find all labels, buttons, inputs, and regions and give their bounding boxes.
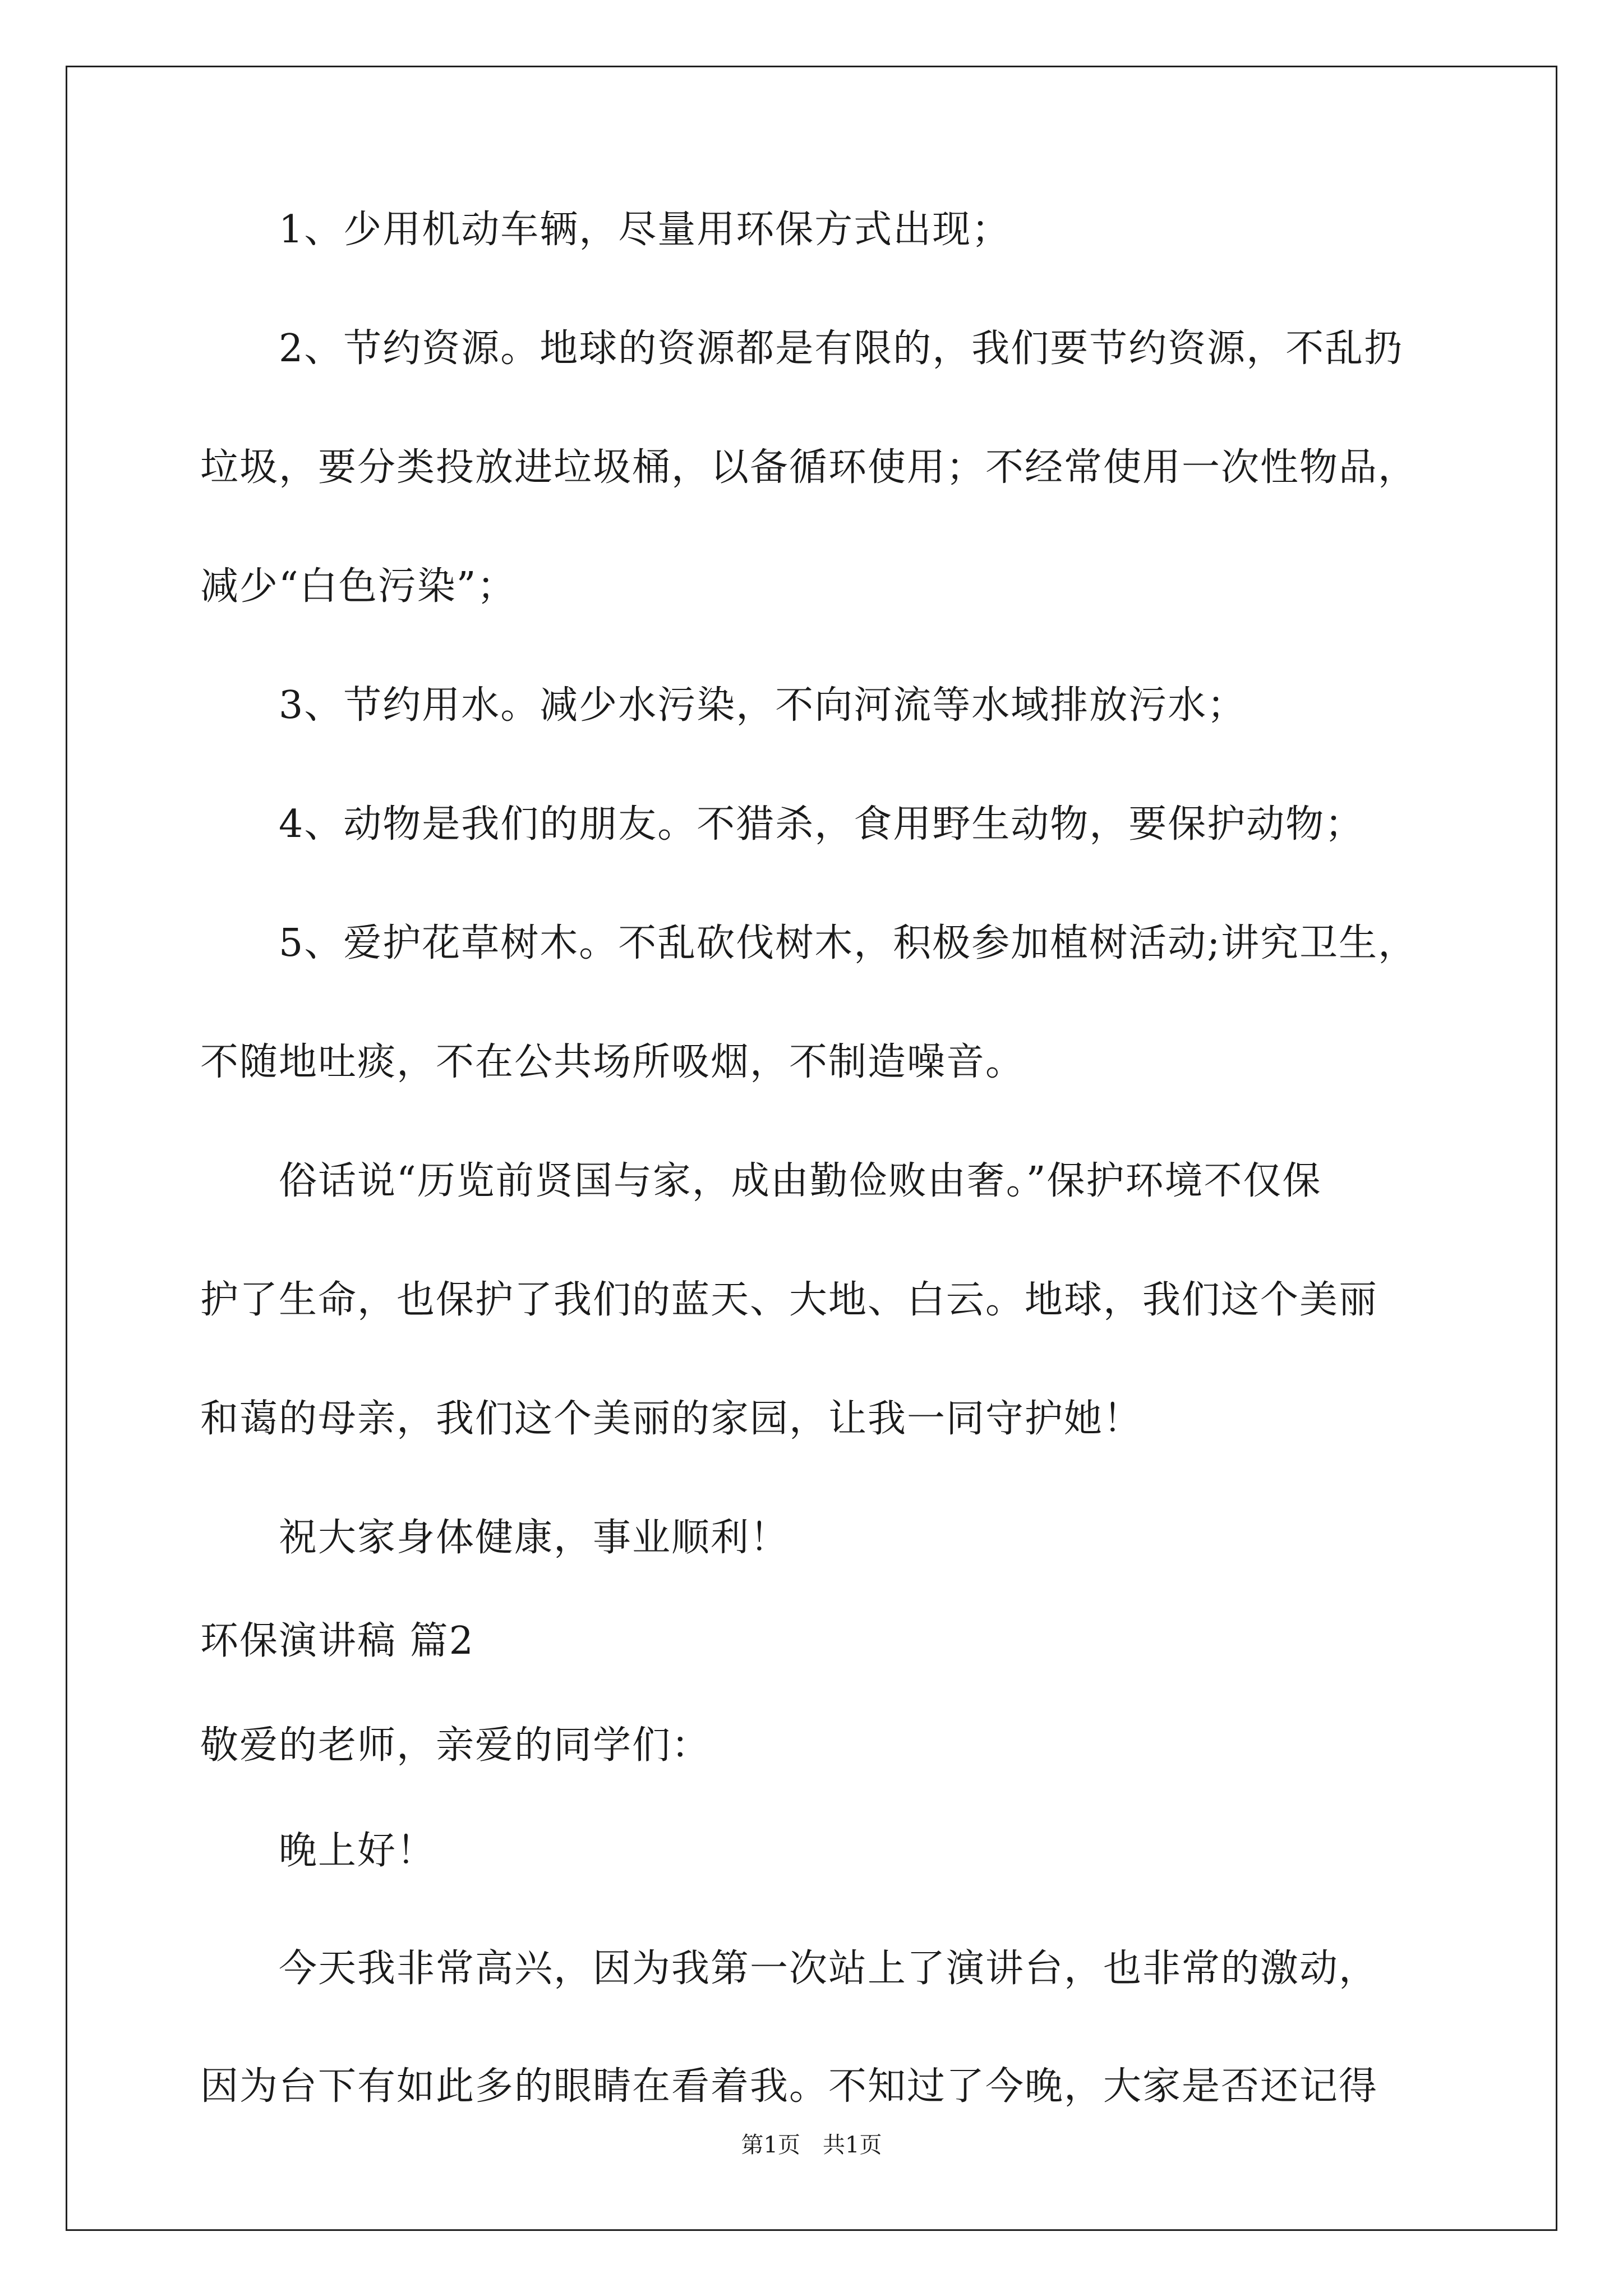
page-footer: 第1页 共1页 [741,2132,882,2158]
section-heading: 环保演讲稿 篇2 [200,1619,474,1663]
page-border [66,66,1557,2231]
list-item-2-line-3: 减少“白色污染”； [200,564,517,609]
list-item-5-line-2: 不随地吐痰，不在公共场所吸烟，不制造噪音。 [200,1040,1025,1084]
list-item-2-line-2: 垃圾，要分类投放进垃圾桶，以备循环使用；不经常使用一次性物品， [200,445,1418,490]
salutation: 敬爱的老师，亲爱的同学们： [200,1723,711,1768]
paragraph-proverb-line-3: 和蔼的母亲，我们这个美丽的家园，让我一同守护她！ [200,1397,1143,1441]
list-item-3: 3、节约用水。减少水污染，不向河流等水域排放污水； [279,683,1247,728]
paragraph-intro-line-2: 因为台下有如此多的眼睛在看着我。不知过了今晚，大家是否还记得 [200,2064,1378,2109]
paragraph-proverb-line-1: 俗话说“历览前贤国与家，成由勤俭败由奢。”保护环境不仅保 [279,1159,1322,1203]
paragraph-proverb-line-2: 护了生命，也保护了我们的蓝天、大地、白云。地球，我们这个美丽 [200,1278,1378,1322]
list-item-2-line-1: 2、节约资源。地球的资源都是有限的，我们要节约资源，不乱扔 [279,326,1404,371]
paragraph-intro-line-1: 今天我非常高兴，因为我第一次站上了演讲台，也非常的激动， [279,1947,1378,1991]
list-item-4: 4、动物是我们的朋友。不猎杀，食用野生动物，要保护动物； [279,802,1364,846]
list-item-5-line-1: 5、爱护花草树木。不乱砍伐树木，积极参加植树活动;讲究卫生， [279,921,1418,965]
greeting: 晚上好！ [279,1829,436,1873]
closing-wish: 祝大家身体健康，事业顺利！ [279,1516,790,1560]
list-item-1: 1、少用机动车辆，尽量用环保方式出现； [279,208,1011,252]
